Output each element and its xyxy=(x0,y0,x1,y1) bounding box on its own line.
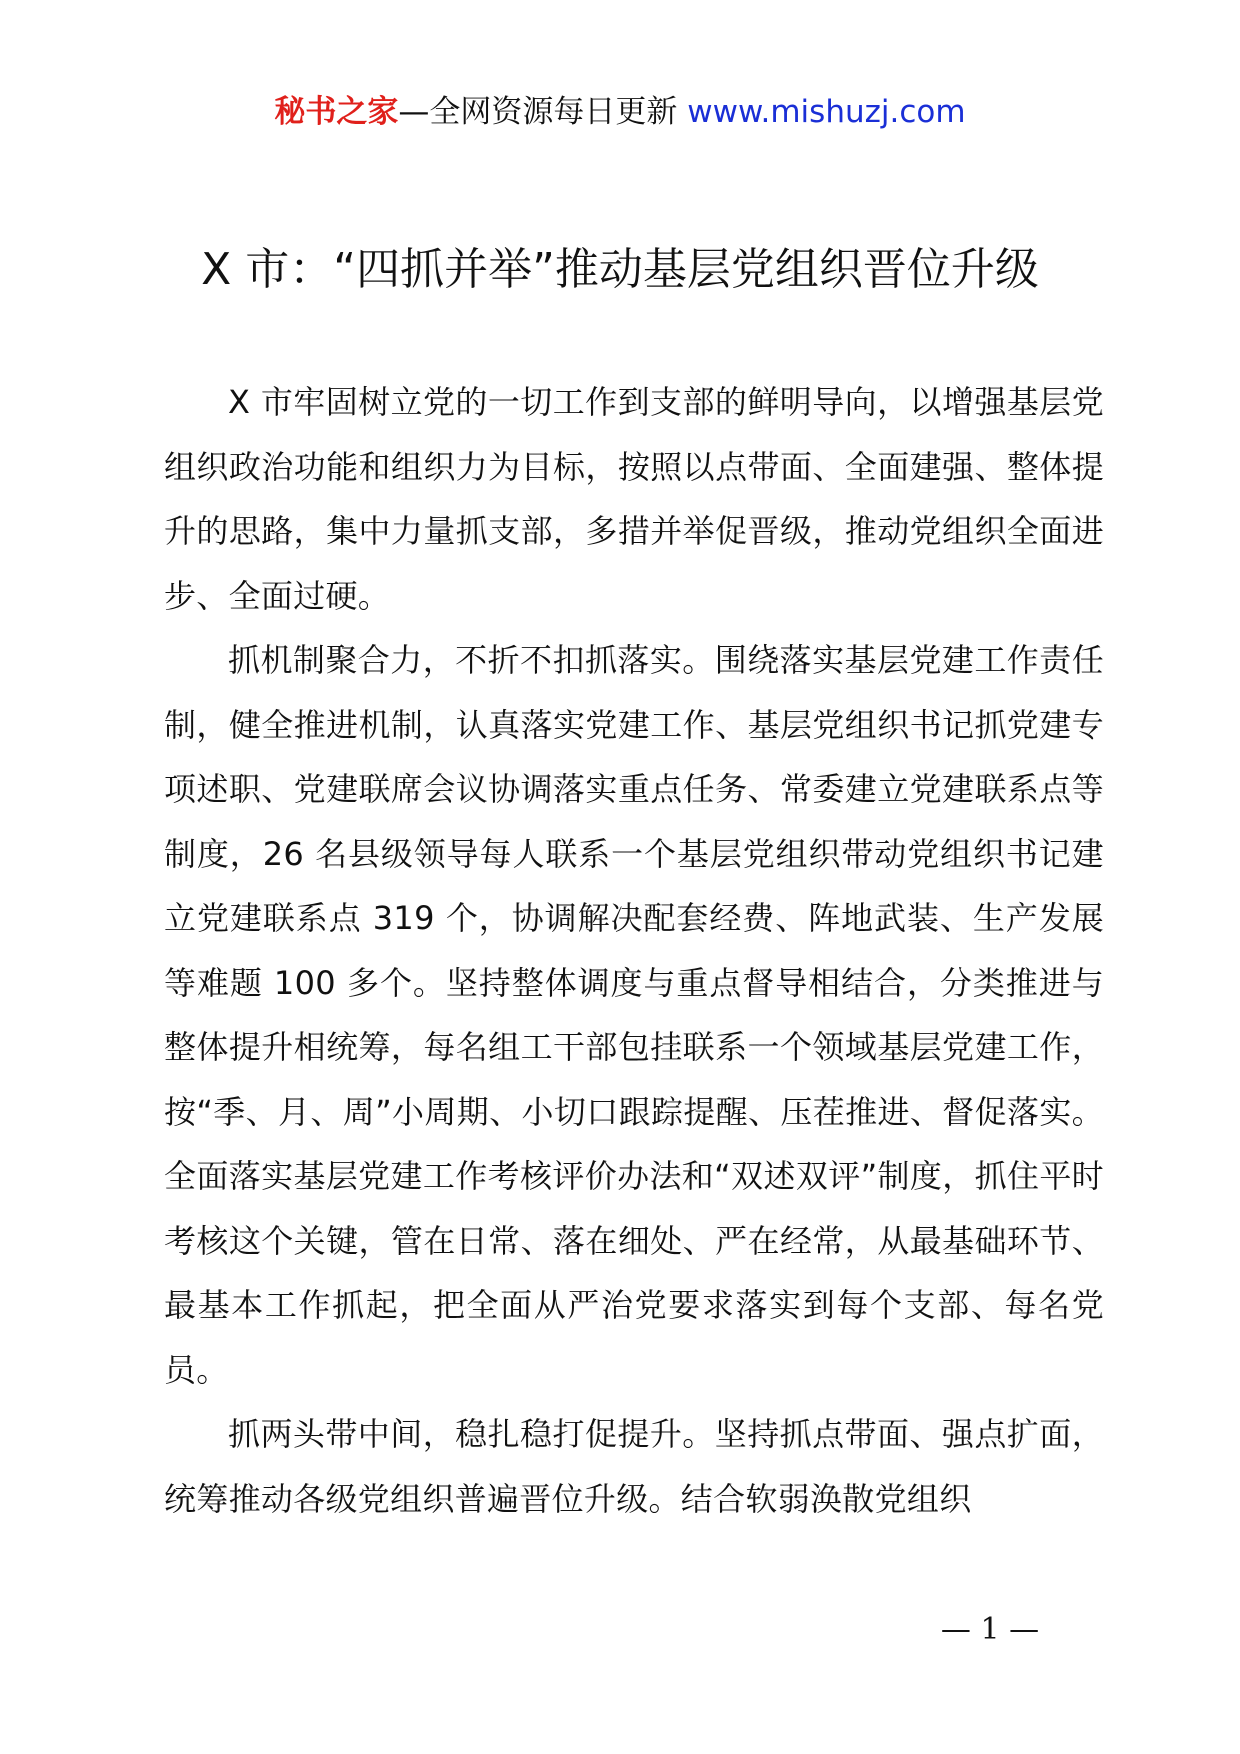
site-tagline: —全网资源每日更新 xyxy=(398,94,678,130)
page-number: — 1 — xyxy=(940,1612,1040,1647)
site-brand: 秘书之家 xyxy=(274,94,399,130)
paragraph-1: X 市牢固树立党的一切工作到支部的鲜明导向，以增强基层党组织政治功能和组织力为目标，按照以点带面、全面建强、整体提升的思路，集中力量抓支部，多措并举促晋级，推动党组织全面进步、全面过硬。 xyxy=(164,383,1104,615)
document-title: X 市：“四抓并举”推动基层党组织晋位升级 xyxy=(201,244,1039,295)
paragraph-2: 抓机制聚合力，不折不扣抓落实。围绕落实基层党建工作责任制，健全推进机制，认真落实党建工作、基层党组织书记抓党建专项述职、党建联席会议协调落实重点任务、常委建立党建联系点等制度，26 名县级领导每人联系一个基层党组织带动党组织书记建立党建联系点 319 个，协调解决配套经费、阵地武装、生产发展等难题 100 多个。坚持整体调度与重点督导相结合，分类推进与整体提升相统筹，每名组工干部包挂联系一个领域基层党建工作，按“季、月、周”小周期、小切口跟踪提醒、压茬推进、督促落实。全面落实基层党建工作考核评价办法和“双述双评”制度，抓住平时考核这个关键，管在日常、落在细处、严在经常，从最基础环节、最基本工作抓起，把全面从严治党要求落实到每个支部、每名党员。 xyxy=(164,641,1104,1389)
document-body xyxy=(164,370,1104,1531)
site-header xyxy=(0,92,1240,132)
site-url-link[interactable]: www.mishuzj.com xyxy=(687,94,966,130)
paragraph-3: 抓两头带中间，稳扎稳打促提升。坚持抓点带面、强点扩面，统筹推动各级党组织普遍晋位升级。结合软弱涣散党组织 xyxy=(164,1415,1104,1518)
